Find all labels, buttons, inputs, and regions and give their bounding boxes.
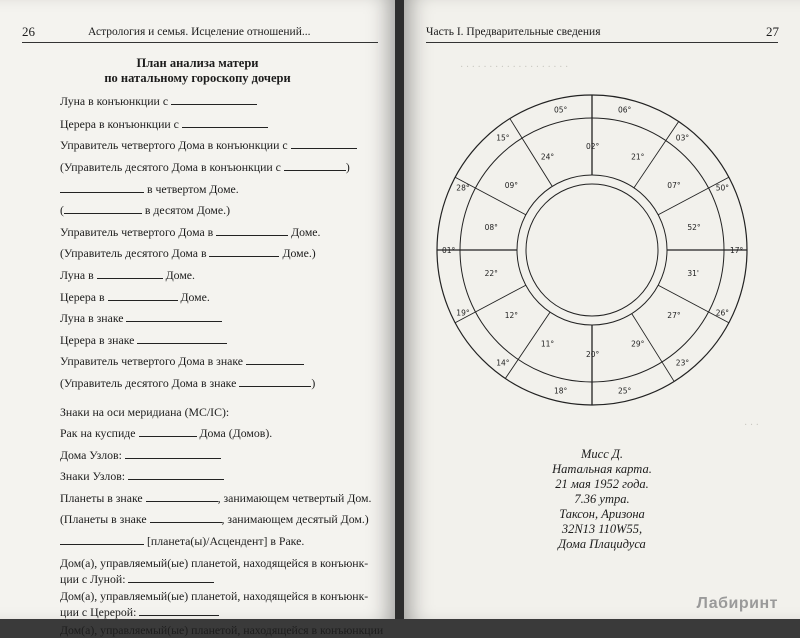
field-row	[60, 426, 272, 441]
center-ring	[526, 184, 658, 316]
field-label: , занимающем четвертый Дом.	[217, 491, 372, 505]
field-row	[60, 589, 368, 604]
field-label: Управитель четвертого Дома в конъюнкции с	[60, 138, 288, 152]
field-row	[60, 182, 239, 197]
blank-line	[216, 225, 288, 236]
field-label: Дома Узлов:	[60, 448, 122, 462]
field-label: (Управитель десятого Дома в знаке	[60, 376, 237, 390]
degree-label: 27°	[667, 310, 681, 320]
field-label: [планета(ы)/Асцендент] в Раке.	[146, 534, 305, 548]
field-label: (Управитель десятого Дома в конъюнкции с	[60, 160, 281, 174]
blank-line	[108, 290, 178, 301]
show-through-text: · · · · · · · · · · · · · · · · · · ·	[460, 62, 569, 73]
blank-line	[60, 182, 144, 193]
blank-line	[125, 448, 221, 459]
degree-label: 52°	[687, 222, 701, 232]
field-label: Знаки Узлов:	[60, 469, 126, 483]
blank-line	[128, 572, 214, 583]
worksheet-title-line1: План анализа матери	[136, 56, 259, 70]
field-row	[60, 405, 229, 420]
blank-line	[246, 354, 304, 365]
field-label: ции с Церерой:	[60, 605, 137, 619]
field-label: Рак на куспиде	[60, 426, 136, 440]
blank-line	[128, 469, 224, 480]
blank-line	[150, 512, 222, 523]
field-label: в десятом Доме.)	[144, 203, 230, 217]
blank-line	[239, 376, 311, 387]
field-label: Церера в конъюнкции с	[60, 117, 179, 131]
field-label: Планеты в знаке	[60, 491, 143, 505]
field-label: Церера в знаке	[60, 333, 135, 347]
field-label: (Планеты в знаке	[60, 512, 147, 526]
field-label: , занимающем десятый Дом.)	[221, 512, 369, 526]
blank-line	[209, 246, 279, 257]
field-row: (Управитель десятого Дома в знаке )	[60, 376, 316, 390]
field-row	[60, 354, 304, 369]
degree-label: 08°	[484, 222, 498, 232]
field-row	[60, 491, 371, 506]
left-page-number: 26	[22, 24, 35, 39]
blank-line	[284, 160, 346, 171]
field-row	[60, 225, 321, 240]
left-page	[0, 0, 395, 637]
chart-caption-line: Мисс Д.	[581, 447, 623, 461]
right-header-rule	[426, 42, 778, 43]
natal-chart-wheel	[404, 58, 800, 438]
degree-label: 28°	[456, 183, 470, 193]
chart-caption-line: 32N13 110W55,	[561, 522, 643, 536]
blank-line	[97, 268, 163, 279]
degree-label: 14°	[496, 358, 510, 368]
blank-line	[126, 311, 222, 322]
right-running-head: Часть I. Предварительные сведения	[426, 26, 601, 38]
blank-line	[291, 138, 357, 149]
field-label: Дома (Домов).	[199, 426, 273, 440]
chart-caption-line: Дома Плацидуса	[558, 537, 646, 551]
blank-line	[182, 117, 268, 128]
blank-line	[60, 534, 144, 545]
field-label: Луна в	[60, 268, 94, 282]
degree-label: 24°	[540, 152, 555, 162]
field-label: Знаки на оси меридиана (MC/IC):	[60, 405, 230, 419]
degree-label: 11°	[540, 339, 555, 349]
blank-line	[64, 203, 142, 214]
field-row	[60, 469, 224, 484]
degree-label: 12°	[504, 310, 518, 320]
chart-caption-line: Натальная карта.	[552, 462, 652, 476]
right-page-number: 27	[766, 24, 779, 39]
field-row	[60, 138, 357, 153]
degree-label: 15°	[496, 133, 510, 143]
field-label: Управитель четвертого Дома в	[60, 225, 214, 239]
field-row	[60, 290, 210, 305]
degree-label: 21°	[631, 152, 645, 162]
degree-label: 05°	[554, 105, 568, 115]
field-row: (Управитель десятого Дома в конъюнкции с )	[60, 160, 350, 174]
field-label: Церера в	[60, 290, 105, 304]
show-through-text: · · ·	[744, 420, 759, 431]
degree-label: 19°	[456, 308, 470, 318]
chart-caption-line: 21 мая 1952 года.	[555, 477, 649, 491]
field-row	[60, 572, 214, 587]
degree-label: 29°	[631, 339, 645, 349]
degree-label: 06°	[618, 105, 632, 115]
degree-label: 22°	[484, 269, 498, 279]
blank-line	[146, 491, 218, 502]
field-label: Управитель четвертого Дома в знаке	[60, 354, 244, 368]
field-label: Луна в конъюнкции с	[60, 94, 169, 108]
degree-label: 26°	[715, 308, 729, 318]
degree-label: 07°	[667, 181, 681, 191]
field-label: Дом(а), управляемый(ые) планетой, находящейся в конъюнк-	[60, 589, 369, 603]
field-row	[60, 268, 195, 283]
inner-ring	[517, 175, 667, 325]
field-row	[60, 534, 304, 549]
degree-label: 01°	[442, 246, 456, 255]
blank-line	[171, 94, 257, 105]
field-row	[60, 605, 219, 620]
blank-line	[137, 333, 227, 344]
labirint-watermark-logo: Лабиринт	[696, 595, 778, 612]
field-label: Доме.	[165, 268, 195, 282]
degree-label: 31'	[687, 269, 700, 279]
chart-caption-line: Таксон, Аризона	[559, 507, 645, 521]
field-label: Дом(а), управляемый(ые) планетой, находящейся в конъюнк-	[60, 556, 369, 570]
worksheet-title-line2: по натальному гороскопу дочери	[104, 71, 291, 85]
field-row	[60, 94, 257, 109]
degree-label: 25°	[618, 386, 632, 396]
field-label: Доме.	[180, 290, 210, 304]
field-row	[60, 448, 221, 463]
field-label: ции с Луной:	[60, 572, 126, 586]
field-row	[60, 117, 268, 132]
field-label: Доме.	[291, 225, 321, 239]
field-label: Доме.)	[282, 246, 316, 260]
field-row	[60, 623, 383, 638]
field-label: Луна в знаке	[60, 311, 124, 325]
degree-label: 23°	[675, 358, 690, 368]
field-row	[60, 203, 230, 218]
field-label: в четвертом Доме.	[146, 182, 239, 196]
field-label: (	[60, 203, 64, 217]
degree-label: 02°	[586, 142, 600, 151]
blank-line	[139, 605, 219, 616]
degree-label: 50°	[715, 183, 729, 193]
degree-label: 18°	[554, 386, 568, 396]
field-row	[60, 556, 368, 571]
chart-caption-line: 7.36 утра.	[574, 492, 630, 506]
field-row	[60, 311, 222, 326]
degree-label: 09°	[504, 181, 518, 191]
left-running-head: Астрология и семья. Исцеление отношений...	[88, 26, 311, 38]
degree-label: 03°	[675, 133, 690, 143]
field-row	[60, 512, 369, 527]
field-row	[60, 333, 227, 348]
field-label: Дом(а), управляемый(ые) планетой, находящейся в конъюнкции	[60, 623, 384, 637]
degree-label: 20°	[586, 350, 600, 359]
left-header-rule	[22, 42, 378, 43]
degree-label: 17°	[730, 246, 744, 255]
field-label: (Управитель десятого Дома в	[60, 246, 207, 260]
field-row	[60, 246, 316, 261]
blank-line	[139, 426, 197, 437]
